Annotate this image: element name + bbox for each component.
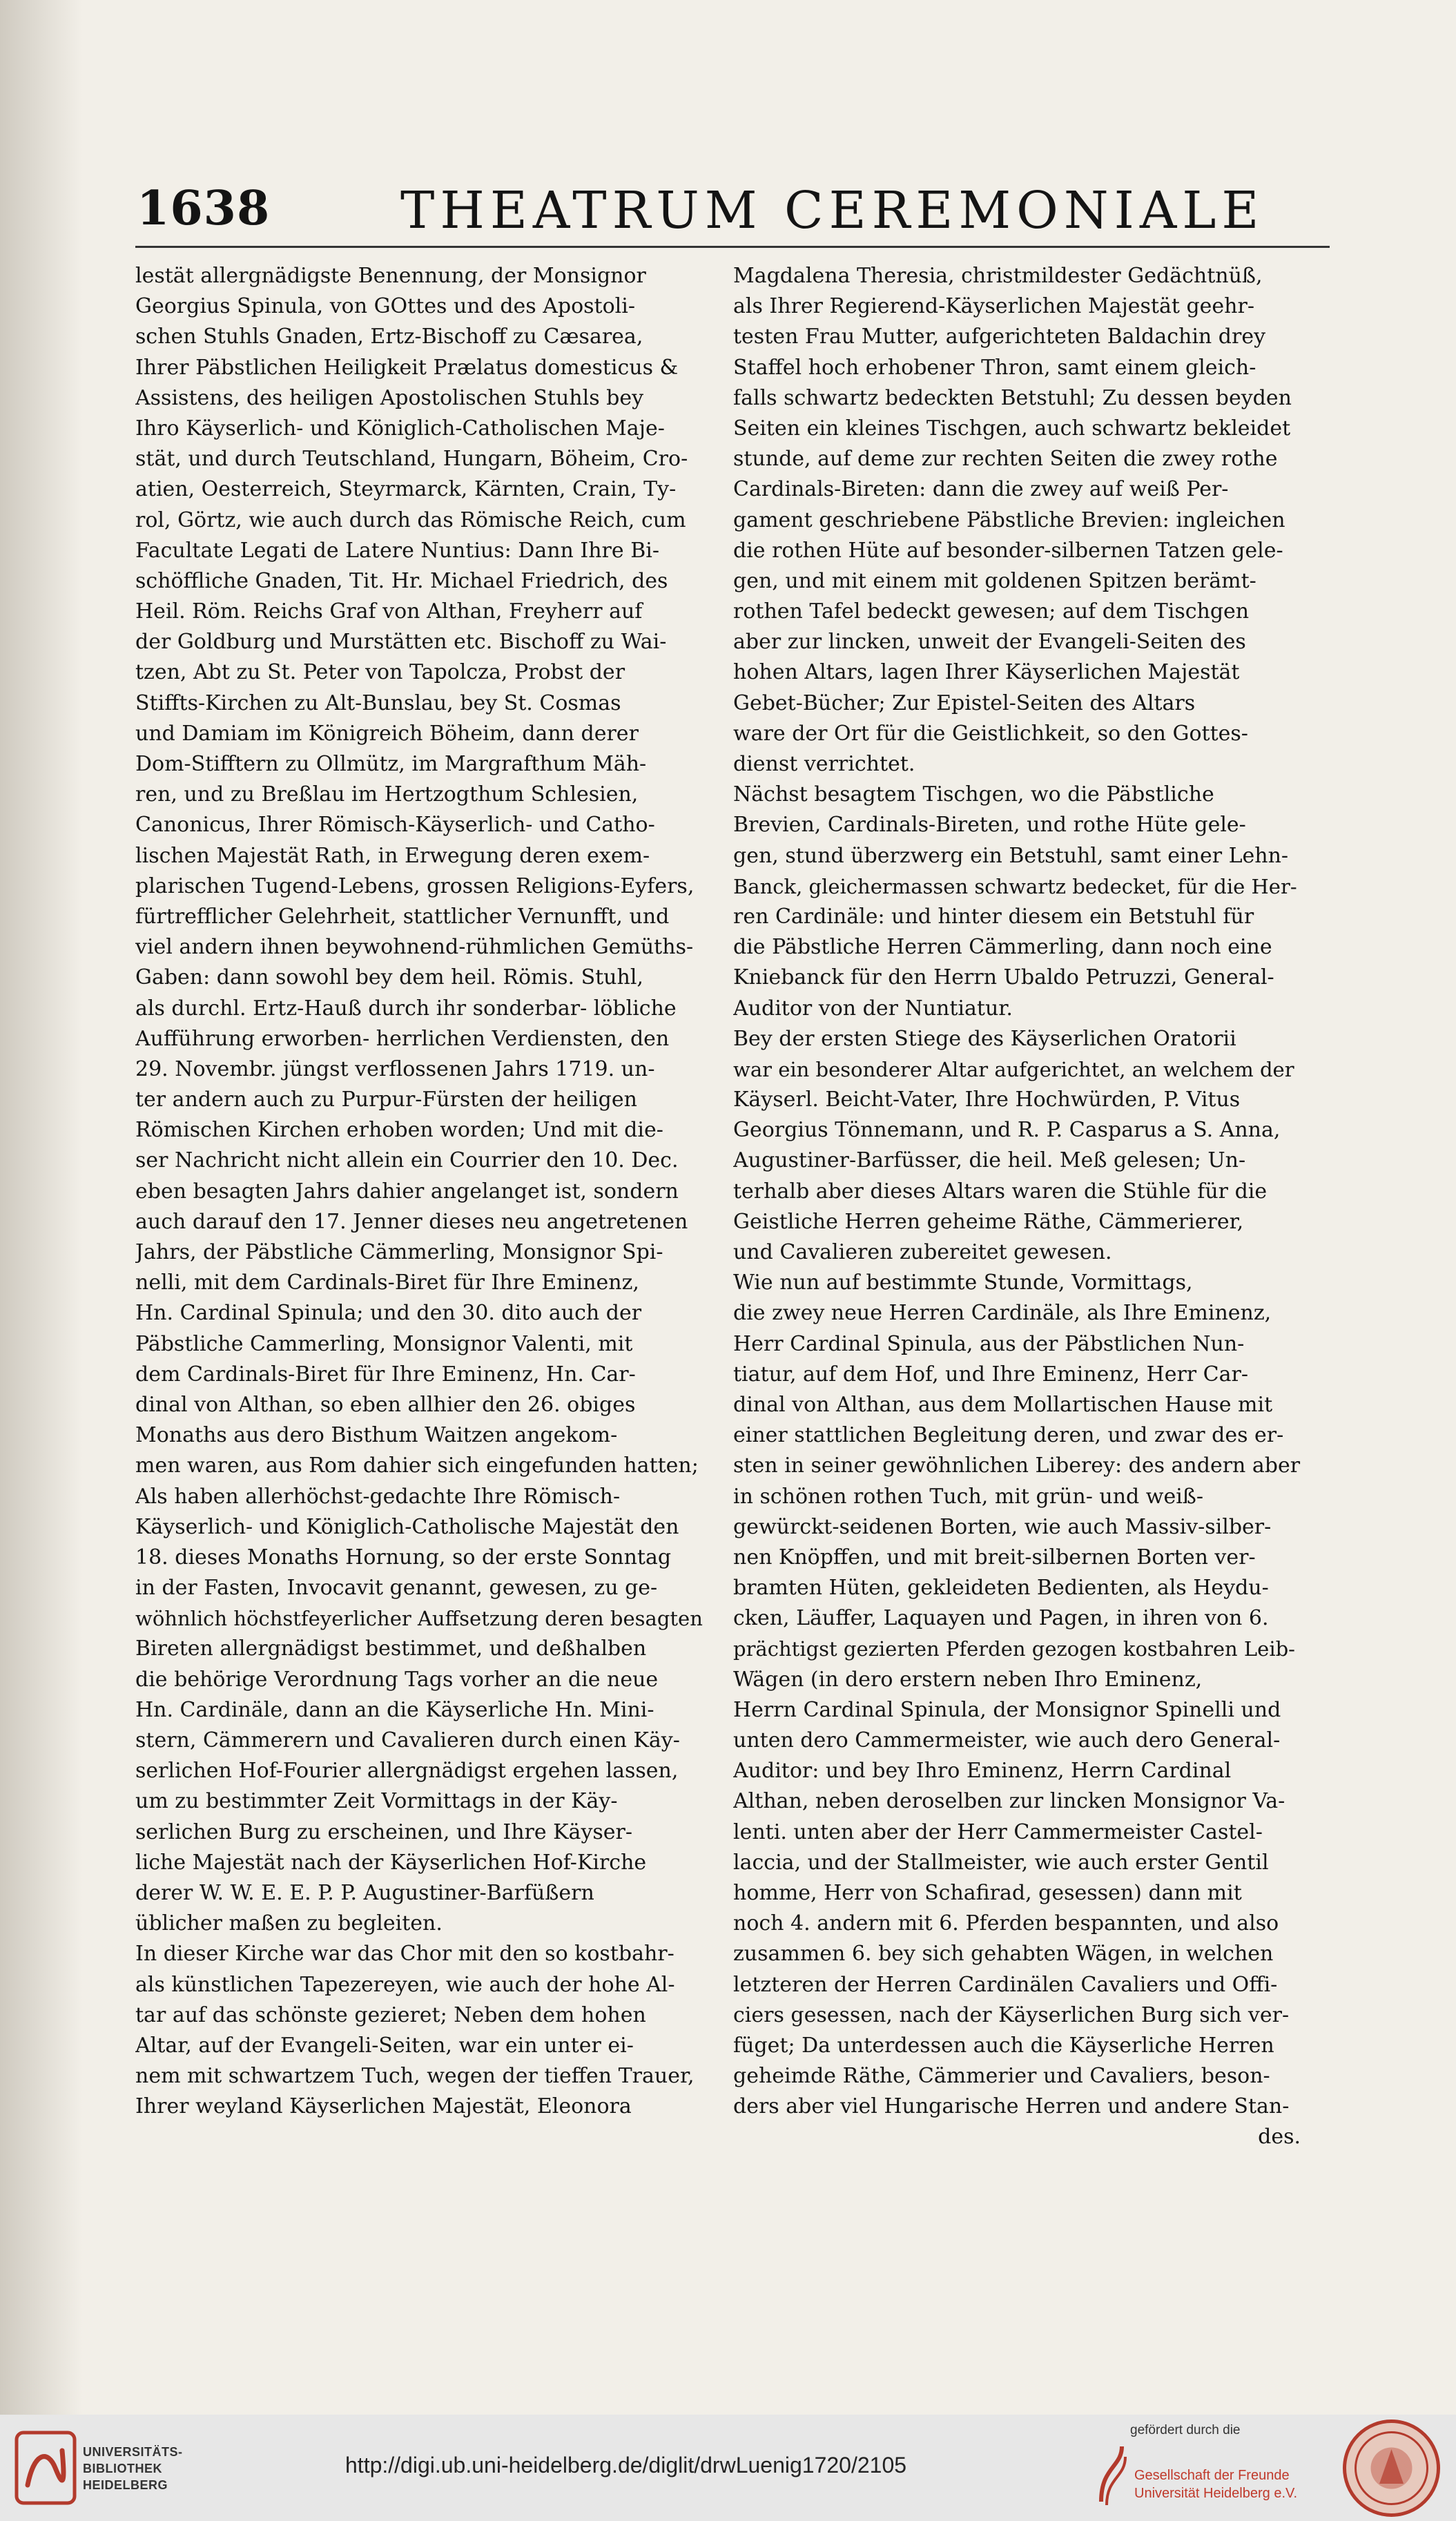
text-line: Althan, neben deroselben zur lincken Monsignor Va- (733, 1789, 1285, 1814)
catchword: des. (1258, 2125, 1301, 2150)
text-line: homme, Herr von Schafirad, gesessen) dann mit (733, 1880, 1242, 1905)
text-line: auch darauf den 17. Jenner dieses neu angetretenen (135, 1209, 688, 1234)
text-line: Nächst besagtem Tischgen, wo die Päbstliche (733, 782, 1214, 807)
text-line: um zu bestimmter Zeit Vormittags in der Käy- (135, 1789, 618, 1814)
text-line: rol, Görtz, wie auch durch das Römische Reich, cum (135, 508, 686, 532)
text-line: Gaben: dann sowohl bey dem heil. Römis. Stuhl, (135, 965, 643, 990)
text-line: wöhnlich höchstfeyerlicher Auffsetzung deren besagten (135, 1607, 703, 1631)
text-line: laccia, und der Stallmeister, wie auch erster Gentil (733, 1850, 1269, 1875)
text-line: nen Knöpffen, und mit breit-silbernen Borten ver- (733, 1545, 1256, 1569)
text-line: serlichen Hof-Fourier allergnädigst ergehen lassen, (135, 1759, 679, 1784)
text-line: falls schwartz bedeckten Betstuhl; Zu dessen beyden (733, 385, 1292, 410)
text-line: tiatur, auf dem Hof, und Ihre Eminenz, Herr Car- (733, 1362, 1249, 1387)
funded-by-label: gefördert durch die (1130, 2423, 1241, 2437)
text-line: ders aber viel Hungarische Herren und andere Stan- (733, 2094, 1290, 2119)
text-line: ren Cardinäle: und hinter diesem ein Betstuhl für (733, 904, 1254, 929)
text-line: dienst verrichtet. (733, 752, 915, 776)
text-line: lenti. unten aber der Herr Cammermeister Castel- (733, 1819, 1263, 1844)
text-line: Gebet-Bücher; Zur Epistel-Seiten des Altars (733, 690, 1196, 715)
text-line: fürtrefflicher Gelehrheit, stattlicher Vernunfft, und (135, 904, 670, 929)
text-line: aber zur lincken, unweit der Evangeli-Seiten des (733, 630, 1246, 655)
text-line: nelli, mit dem Cardinals-Biret für Ihre Eminenz, (135, 1271, 639, 1295)
text-line: Wägen (in dero erstern neben Ihro Eminenz, (733, 1667, 1203, 1692)
text-line: Auditor von der Nuntiatur. (733, 996, 1013, 1021)
text-line: gewürckt-seidenen Borten, wie auch Massiv-silber- (733, 1514, 1272, 1539)
society-name-line: Universität Heidelberg e.V. (1134, 2486, 1298, 2501)
text-line: liche Majestät nach der Käyserlichen Hof-Kirche (135, 1850, 647, 1875)
library-name-line: BIBLIOTHEK (83, 2462, 162, 2475)
right-text-column (733, 261, 1301, 2153)
left-text-column (135, 261, 703, 2122)
text-line: Jahrs, der Päbstliche Cämmerling, Monsignor Spi- (135, 1240, 663, 1264)
text-line: die behörige Verordnung Tags vorher an die neue (135, 1667, 659, 1692)
text-line: dem Cardinals-Biret für Ihre Eminenz, Hn. Car- (135, 1362, 636, 1387)
text-line: Römischen Kirchen erhoben worden; Und mit die- (135, 1118, 663, 1143)
gutter-shadow (0, 0, 83, 2415)
text-line: Stiffts-Kirchen zu Alt-Bunslau, bey St. Cosmas (135, 690, 621, 715)
library-name-line: UNIVERSITÄTS- (83, 2445, 183, 2459)
text-line: Aufführung erworben- herrlichen Verdiensten, den (135, 1026, 670, 1051)
text-line: Ihrer Päbstlichen Heiligkeit Prælatus domesticus & (135, 355, 679, 380)
text-line: Hn. Cardinal Spinula; und den 30. dito auch der (135, 1301, 642, 1326)
source-url-link[interactable]: http://digi.ub.uni-heidelberg.de/diglit/drwLuenig1720/2105 (345, 2453, 907, 2477)
text-line: Als haben allerhöchst-gedachte Ihre Römisch- (135, 1484, 621, 1509)
text-line: Hn. Cardinäle, dann an die Käyserliche Hn. Mini- (135, 1697, 654, 1722)
text-line: war ein besonderer Altar aufgerichtet, an welchem der (733, 1057, 1294, 1081)
text-line: Magdalena Theresia, christmildester Gedächtnüß, (733, 264, 1263, 288)
text-line: füget; Da unterdessen auch die Käyserliche Herren (733, 2033, 1274, 2058)
text-line: dinal von Althan, aus dem Mollartischen Hause mit (733, 1392, 1273, 1417)
text-line: Augustiner-Barfüsser, die heil. Meß gelesen; Un- (733, 1148, 1246, 1173)
text-line: sten in seiner gewöhnlichen Liberey: des andern aber (733, 1453, 1301, 1478)
text-line: als durchl. Ertz-Hauß durch ihr sonderbar- löbliche (135, 996, 677, 1021)
text-line: 29. Novembr. jüngst verflossenen Jahrs 1719. un- (135, 1056, 655, 1081)
text-line: bramten Hüten, gekleideten Bedienten, als Heydu- (733, 1576, 1269, 1601)
text-line: Ihro Käyserlich- und Königlich-Catholischen Maje- (135, 416, 665, 441)
text-line: Ihrer weyland Käyserlichen Majestät, Eleonora (135, 2094, 632, 2119)
text-line: dinal von Althan, so eben allhier den 26. obiges (135, 1392, 636, 1417)
text-line: ter andern auch zu Purpur-Fürsten der heiligen (135, 1088, 637, 1112)
text-line: hohen Altars, lagen Ihrer Käyserlichen Majestät (733, 660, 1240, 685)
text-line: in der Fasten, Invocavit genannt, gewesen, zu ge- (135, 1576, 658, 1601)
text-line: Käyserl. Beicht-Vater, Ihre Hochwürden, P. Vitus (733, 1088, 1241, 1112)
text-line: Herrn Cardinal Spinula, der Monsignor Spinelli und (733, 1697, 1281, 1722)
text-line: ware der Ort für die Geistlichkeit, so den Gottes- (733, 721, 1248, 746)
text-line: stät, und durch Teutschland, Hungarn, Böheim, Cro- (135, 447, 688, 472)
university-seal-icon (1341, 2418, 1442, 2518)
text-line: Bey der ersten Stiege des Käyserlichen Oratorii (733, 1026, 1236, 1051)
text-line: zusammen 6. bey sich gehabten Wägen, in welchen (733, 1942, 1274, 1967)
text-line: derer W. W. E. E. P. P. Augustiner-Barfüßern (135, 1880, 594, 1905)
text-line: rothen Tafel bedeckt gewesen; auf dem Tischgen (733, 599, 1250, 624)
text-line: Käyserlich- und Königlich-Catholische Majestät den (135, 1514, 679, 1539)
text-line: Georgius Spinula, von GOttes und des Apostoli- (135, 294, 635, 319)
text-line: eben besagten Jahrs dahier angelanget ist, sondern (135, 1179, 679, 1204)
text-line: Altar, auf der Evangeli-Seiten, war ein unter ei- (135, 2033, 634, 2058)
text-line: üblicher maßen zu begleiten. (135, 1911, 443, 1936)
text-line: lestät allergnädigste Benennung, der Monsignor (135, 264, 646, 288)
text-line: noch 4. andern mit 6. Pferden bespannten, und also (733, 1911, 1279, 1936)
university-library-logo-icon (14, 2430, 77, 2506)
text-line: terhalb aber dieses Altars waren die Stühle für die (733, 1179, 1268, 1204)
text-line: cken, Läuffer, Laquayen und Pagen, in ihren von 6. (733, 1606, 1269, 1631)
text-line: Brevien, Cardinals-Bireten, und rothe Hüte gele- (733, 813, 1246, 838)
text-line: letzteren der Herren Cardinälen Cavaliers und Offi- (733, 1972, 1278, 1997)
text-line: plarischen Tugend-Lebens, grossen Religions-Eyfers, (135, 873, 695, 898)
text-line: Heil. Röm. Reichs Graf von Althan, Freyherr auf (135, 599, 643, 624)
text-line: Geistliche Herren geheime Räthe, Cämmerierer, (733, 1209, 1244, 1234)
running-head: THEATRUM CEREMONIALE (400, 181, 1265, 240)
text-line: Georgius Tönnemann, und R. P. Casparus a S. Anna, (733, 1118, 1281, 1143)
text-line: Assistens, des heiligen Apostolischen Stuhls bey (135, 385, 644, 410)
text-line: in schönen rothen Tuch, mit grün- und weiß- (733, 1484, 1203, 1509)
text-line: Seiten ein kleines Tischgen, auch schwartz bekleidet (733, 416, 1291, 441)
text-line: ren, und zu Breßlau im Hertzogthum Schlesien, (135, 782, 639, 807)
text-line: testen Frau Mutter, aufgerichteten Baldachin drey (733, 325, 1266, 349)
text-line: tar auf das schönste gezieret; Neben dem hohen (135, 2002, 646, 2027)
text-line: Wie nun auf bestimmte Stunde, Vormittags, (733, 1271, 1193, 1295)
text-line: ser Nachricht nicht allein ein Courrier den 10. Dec. (135, 1148, 679, 1173)
text-line: einer stattlichen Begleitung deren, und zwar des er- (733, 1423, 1284, 1448)
text-line: nem mit schwartzem Tuch, wegen der tieffen Trauer, (135, 2064, 695, 2089)
text-line: schöffliche Gnaden, Tit. Hr. Michael Friedrich, des (135, 568, 668, 593)
text-line: men waren, aus Rom dahier sich eingefunden hatten; (135, 1453, 699, 1478)
text-line: geheimde Räthe, Cämmerier und Cavaliers, beson- (733, 2064, 1270, 2089)
text-line: prächtigst gezierten Pferden gezogen kostbahren Leib- (733, 1637, 1295, 1661)
society-logo-icon (1094, 2440, 1129, 2509)
text-line: gen, und mit einem mit goldenen Spitzen berämt- (733, 568, 1256, 593)
text-line: gament geschriebene Päbstliche Brevien: ingleichen (733, 508, 1285, 532)
text-line: die rothen Hüte auf besonder-silbernen Tatzen gele- (733, 538, 1283, 563)
text-line: ciers gesessen, nach der Käyserlichen Burg sich ver- (733, 2002, 1290, 2027)
text-line: als künstlichen Tapezereyen, wie auch der hohe Al- (135, 1972, 675, 1997)
text-line: tzen, Abt zu St. Peter von Tapolcza, Probst der (135, 660, 625, 685)
text-line: lischen Majestät Rath, in Erwegung deren exem- (135, 843, 650, 868)
text-line: serlichen Burg zu erscheinen, und Ihre Käyser- (135, 1819, 633, 1844)
text-line: und Cavalieren zubereitet gewesen. (733, 1240, 1112, 1264)
page-number: 1638 (137, 181, 271, 236)
digitization-footer (0, 2415, 1456, 2521)
text-line: Facultate Legati de Latere Nuntius: Dann Ihre Bi- (135, 538, 659, 563)
society-name (1134, 2466, 1297, 2502)
header-rule (135, 246, 1330, 248)
text-line: Herr Cardinal Spinula, aus der Päbstlichen Nun- (733, 1331, 1245, 1356)
text-line: die zwey neue Herren Cardinäle, als Ihre Eminenz, (733, 1301, 1272, 1326)
text-line: Canonicus, Ihrer Römisch-Käyserlich- und Catho- (135, 813, 655, 838)
text-line: als Ihrer Regierend-Käyserlichen Majestät geehr- (733, 294, 1254, 319)
library-name-line: HEIDELBERG (83, 2478, 168, 2492)
text-line: Päbstliche Cammerling, Monsignor Valenti, mit (135, 1331, 633, 1356)
text-line: stern, Cämmerern und Cavalieren durch einen Käy- (135, 1728, 680, 1752)
text-line: viel andern ihnen beywohnend-rühmlichen Gemüths- (135, 935, 694, 960)
text-line: Auditor: und bey Ihro Eminenz, Herrn Cardinal (733, 1759, 1232, 1784)
text-line: die Päbstliche Herren Cämmerling, dann noch eine (733, 935, 1272, 960)
text-line: gen, stund überzwerg ein Betstuhl, samt einer Lehn- (733, 843, 1289, 868)
text-line: Bireten allergnädigst bestimmet, und deßhalben (135, 1636, 647, 1661)
text-line: Cardinals-Bireten: dann die zwey auf weiß Per- (733, 477, 1229, 502)
text-line: Kniebanck für den Herrn Ubaldo Petruzzi, General- (733, 965, 1274, 990)
text-line: schen Stuhls Gnaden, Ertz-Bischoff zu Cæsarea, (135, 325, 643, 349)
society-name-line: Gesellschaft der Freunde (1134, 2468, 1290, 2483)
text-line: Banck, gleichermassen schwartz bedecket, für die Her- (733, 874, 1297, 898)
text-line: Staffel hoch erhobener Thron, samt einem gleich- (733, 355, 1256, 380)
text-line: Monaths aus dero Bisthum Waitzen angekom- (135, 1423, 618, 1448)
text-line: 18. dieses Monaths Hornung, so der erste Sonntag (135, 1545, 672, 1569)
text-line: unten dero Cammermeister, wie auch dero General- (733, 1728, 1281, 1752)
text-line: der Goldburg und Murstätten etc. Bischoff zu Wai- (135, 630, 667, 655)
text-line: atien, Oesterreich, Steyrmarck, Kärnten, Crain, Ty- (135, 477, 677, 502)
text-line: In dieser Kirche war das Chor mit den so kostbahr- (135, 1942, 674, 1967)
text-line: Dom-Stifftern zu Ollmütz, im Margrafthum Mäh- (135, 752, 647, 776)
text-line: stunde, auf deme zur rechten Seiten die zwey rothe (733, 447, 1278, 472)
university-library-name (83, 2444, 183, 2493)
text-line: und Damiam im Königreich Böheim, dann derer (135, 721, 639, 746)
